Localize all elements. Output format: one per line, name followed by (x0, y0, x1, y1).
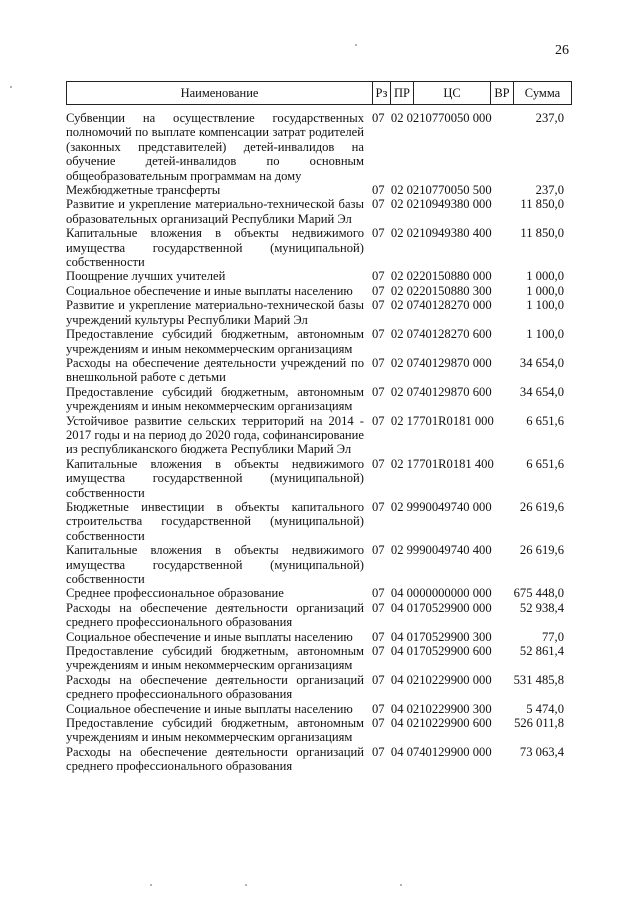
row-codes: 07 02 0740128270 600 (372, 327, 492, 342)
row-name: Бюджетные инвестиции в объекты капитального строительства государственной (муниципальной) собственности (66, 499, 364, 543)
row-codes: 07 04 0170529900 000 (372, 600, 492, 615)
page-number: 26 (555, 43, 569, 58)
row-name: Межбюджетные трансферты (66, 183, 221, 198)
row-sum: 5 474,0 (526, 701, 564, 716)
row-name: Предоставление субсидий бюджетным, автономным учреждениям и иным некоммерческим организациям (66, 384, 364, 414)
row-codes: 07 04 0740129900 000 (372, 744, 492, 759)
row-sum: 1 100,0 (526, 298, 564, 313)
row-name: Среднее профессиональное образование (66, 586, 284, 601)
table-row (66, 630, 572, 644)
row-sum: 1 100,0 (526, 327, 564, 342)
table-row (66, 327, 572, 356)
table-row (66, 284, 572, 298)
row-sum: 77,0 (541, 629, 564, 644)
table-row (66, 356, 572, 385)
row-sum: 11 850,0 (520, 226, 564, 241)
row-codes: 07 02 0220150880 000 (372, 269, 492, 284)
table-row (66, 673, 572, 702)
row-sum: 1 000,0 (526, 269, 564, 284)
row-sum: 237,0 (535, 111, 564, 125)
row-codes: 07 02 9990049740 400 (372, 543, 492, 558)
row-codes: 07 02 9990049740 000 (372, 499, 492, 514)
row-name: Расходы на обеспечение деятельности организаций среднего профессионального образования (66, 600, 364, 630)
table-row (66, 385, 572, 414)
row-codes: 07 04 0170529900 600 (372, 644, 492, 659)
row-codes: 07 02 0210949380 400 (372, 226, 492, 241)
row-name: Капитальные вложения в объекты недвижимого имущества государственной (муниципальной) собственности (66, 543, 364, 586)
row-sum: 6 651,6 (526, 413, 564, 428)
table-row (66, 269, 572, 283)
table-row (66, 111, 572, 183)
row-name: Поощрение лучших учителей (66, 269, 226, 284)
row-codes: 07 02 0220150880 300 (372, 283, 492, 298)
row-name: Расходы на обеспечение деятельности учреждений по внешкольной работе с детьми (66, 355, 364, 385)
header-rz: Рз (372, 82, 390, 104)
row-name: Устойчивое развитие сельских территорий на 2014 - 2017 годы и на период до 2020 года, софинансирование из республиканского бюджета Республики Марий Эл (66, 413, 364, 457)
scan-speck (245, 884, 247, 886)
row-name: Социальное обеспечение и иные выплаты населению (66, 701, 353, 716)
row-name: Социальное обеспечение и иные выплаты населению (66, 629, 353, 644)
table-row (66, 183, 572, 197)
row-name: Расходы на обеспечение деятельности организаций среднего профессионального образования (66, 744, 364, 774)
scan-speck (400, 884, 402, 886)
scan-speck (150, 884, 152, 886)
table-row (66, 716, 572, 745)
row-name: Развитие и укрепление материально-технической базы учреждений культуры Республики Марий Эл (66, 298, 364, 327)
row-name: Социальное обеспечение и иные выплаты населению (66, 283, 353, 298)
row-codes: 07 04 0210229900 300 (372, 701, 492, 716)
row-sum: 73 063,4 (519, 744, 564, 759)
row-name: Субвенции на осуществление государственных полномочий по выплате компенсации затрат родителей (законных представителей) детей-инвалидов на обучение детей-инвалидов по основным общеобразовательным программам на дому (66, 111, 364, 183)
row-sum: 52 938,4 (519, 600, 564, 615)
row-codes: 07 02 0740128270 000 (372, 298, 492, 313)
header-name: Наименование (180, 85, 259, 100)
row-sum: 526 011,8 (514, 716, 564, 731)
budget-table (66, 81, 572, 774)
row-codes: 07 04 0210229900 600 (372, 716, 492, 731)
row-codes: 07 02 17701R0181 400 (372, 456, 494, 471)
row-codes: 07 02 0210949380 000 (372, 197, 492, 212)
row-name: Предоставление субсидий бюджетным, автономным учреждениям и иным некоммерческим организациям (66, 644, 364, 673)
row-codes: 07 02 0740129870 600 (372, 384, 492, 399)
row-codes: 07 02 0210770050 000 (372, 111, 492, 125)
table-row (66, 702, 572, 716)
table-row (66, 298, 572, 327)
row-sum: 1 000,0 (526, 283, 564, 298)
table-row (66, 601, 572, 630)
row-codes: 07 02 0740129870 000 (372, 355, 492, 370)
row-name: Капитальные вложения в объекты недвижимого имущества государственной (муниципальной) собственности (66, 456, 364, 500)
table-row (66, 500, 572, 543)
row-codes: 07 02 17701R0181 000 (372, 413, 494, 428)
table-row (66, 457, 572, 500)
header-vr: ВР (490, 82, 513, 104)
row-sum: 34 654,0 (519, 384, 564, 399)
table-header (66, 81, 572, 105)
row-codes: 07 04 0170529900 300 (372, 629, 492, 644)
row-sum: 11 850,0 (520, 197, 564, 212)
table-row (66, 414, 572, 457)
table-row (66, 586, 572, 600)
row-name: Предоставление субсидий бюджетным, автономным учреждениям и иным некоммерческим организациям (66, 716, 364, 745)
scan-speck (355, 44, 357, 46)
header-cs: ЦС (413, 82, 490, 104)
row-sum: 675 448,0 (513, 586, 564, 601)
row-name: Капитальные вложения в объекты недвижимого имущества государственной (муниципальной) собственности (66, 226, 364, 270)
table-row (66, 644, 572, 673)
header-sum: Сумма (513, 82, 571, 104)
row-sum: 237,0 (535, 183, 564, 198)
table-row (66, 543, 572, 586)
scan-speck (10, 86, 12, 88)
row-codes: 07 04 0210229900 000 (372, 672, 492, 687)
row-codes: 07 04 0000000000 000 (372, 586, 492, 601)
table-row (66, 745, 572, 774)
row-codes: 07 02 0210770050 500 (372, 183, 492, 198)
row-sum: 531 485,8 (513, 672, 564, 687)
row-name: Развитие и укрепление материально-технической базы образовательных организаций Республики Марий Эл (66, 197, 364, 226)
row-name: Расходы на обеспечение деятельности организаций среднего профессионального образования (66, 672, 364, 702)
row-sum: 52 861,4 (519, 644, 564, 659)
table-body (66, 111, 572, 774)
header-pr: ПР (390, 82, 413, 104)
row-sum: 26 619,6 (519, 543, 564, 558)
table-row (66, 197, 572, 226)
row-sum: 34 654,0 (519, 355, 564, 370)
row-name: Предоставление субсидий бюджетным, автономным учреждениям и иным некоммерческим организациям (66, 327, 364, 356)
row-sum: 26 619,6 (519, 499, 564, 514)
row-sum: 6 651,6 (526, 456, 564, 471)
table-row (66, 226, 572, 269)
